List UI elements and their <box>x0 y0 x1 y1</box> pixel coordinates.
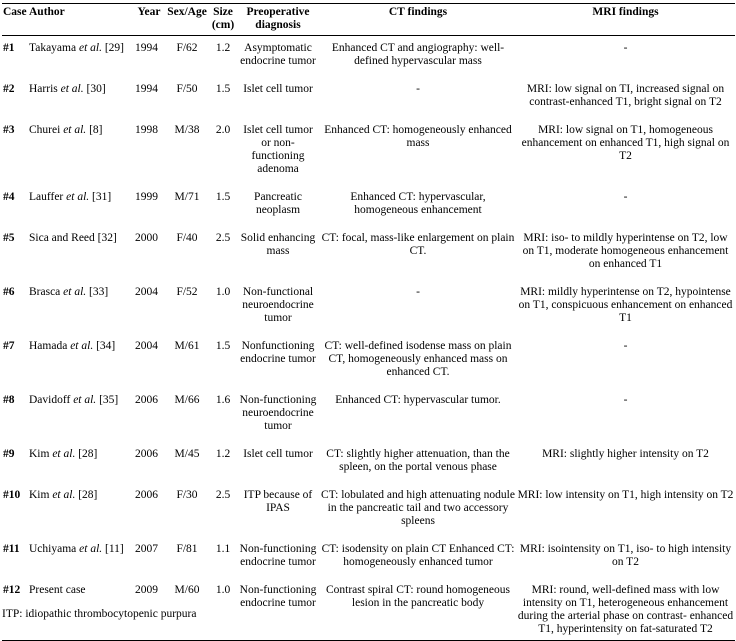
author-reference: [30] <box>83 83 106 95</box>
author-etal: et al. <box>63 191 90 203</box>
mri-findings-cell: MRI: slightly higher intensity on T2 <box>542 448 709 460</box>
author-name: Sica and Reed <box>29 232 95 244</box>
author-reference: [32] <box>94 232 117 244</box>
diagnosis-cell: Asymptomatic endocrine tumor <box>240 42 316 67</box>
year-cell: 2006 <box>135 448 158 460</box>
table-header <box>2 4 735 36</box>
author-reference: [29] <box>101 42 125 54</box>
diagnosis-cell: Non-functioning endocrine tumor <box>239 543 317 568</box>
diagnosis-cell: Solid enhancing mass <box>240 232 316 257</box>
table-row <box>2 537 735 578</box>
ct-findings-cell: CT: slightly higher attenuation, than the spleen, on the portal venous phase <box>326 448 510 473</box>
ct-findings-cell: CT: focal, mass-like enlargement on plain CT. <box>321 232 515 257</box>
ct-findings-cell: CT: isodensity on plain CT Enhanced CT: homogeneously enhanced tumor <box>321 543 515 568</box>
author-cell <box>28 280 134 334</box>
sex-age-cell: M/45 <box>174 448 200 460</box>
mri-findings-cell: MRI: iso- to mildly hyperintense on T2, low on T1, moderate homogeneous enhancement on enhanced T1 <box>522 232 729 270</box>
mri-findings-cell: MRI: mildly hyperintense on T2, hypointense on T1, conspicuous enhancement on enhanced T1 <box>518 286 733 324</box>
size-cell: 1.2 <box>215 42 231 54</box>
ct-findings-cell: CT: lobulated and high attenuating nodule in the pancreatic tail and two accessory spleens <box>321 489 515 527</box>
author-name: Uchiyama <box>29 543 77 555</box>
table-row <box>2 280 735 334</box>
sex-age-cell: F/52 <box>176 286 198 298</box>
case-number: #1 <box>3 42 15 54</box>
case-number: #9 <box>3 448 15 460</box>
sex-age-cell: F/40 <box>176 232 198 244</box>
author-reference: [34] <box>93 340 116 352</box>
table-row <box>2 388 735 442</box>
header-row <box>2 4 735 36</box>
sex-age-cell: M/66 <box>174 394 200 406</box>
year-cell: 2004 <box>135 286 158 298</box>
diagnosis-cell: Non-functioning endocrine tumor <box>236 578 320 641</box>
col-header-case: Case <box>2 4 28 36</box>
case-table <box>2 3 735 641</box>
ct-findings-cell: - <box>416 83 420 95</box>
author-name: Present case <box>29 584 86 596</box>
author-reference: [11] <box>102 543 124 555</box>
author-name: Davidoff <box>29 394 71 406</box>
year-cell: 2004 <box>135 340 158 352</box>
author-etal: et al. <box>76 42 102 54</box>
sex-age-cell: F/50 <box>176 83 198 95</box>
author-etal: et al. <box>76 543 103 555</box>
table-row <box>2 118 735 185</box>
author-cell <box>28 442 134 483</box>
col-header-mri: MRI findings <box>516 4 735 36</box>
ct-findings-cell: Enhanced CT and angiography: well-defined hypervascular mass <box>331 42 505 67</box>
author-name: Takayama <box>29 42 77 54</box>
case-number: #7 <box>3 340 15 352</box>
case-number: #6 <box>3 286 15 298</box>
table-row <box>2 36 735 78</box>
author-reference: [28] <box>75 489 98 501</box>
author-cell <box>28 334 134 388</box>
author-cell <box>28 537 134 578</box>
mri-findings-cell: - <box>623 191 628 203</box>
author-reference: [28] <box>75 448 98 460</box>
author-etal: et al. <box>60 286 87 298</box>
case-number: #8 <box>3 394 15 406</box>
ct-findings-cell: CT: well-defined isodense mass on plain CT, homogeneously enhanced mass on enhanced CT. <box>324 340 512 378</box>
author-cell <box>28 118 134 185</box>
ct-findings-cell: - <box>416 286 420 298</box>
ct-findings-cell: Enhanced CT: hypervascular tumor. <box>335 394 501 406</box>
table-row <box>2 226 735 280</box>
author-name: Lauffer <box>29 191 64 203</box>
author-etal: et al. <box>60 124 87 136</box>
mri-findings-cell: MRI: low signal on T1, homogeneous enhancement on enhanced T1, high signal on T2 <box>521 124 730 162</box>
col-header-ct: CT findings <box>320 4 516 36</box>
year-cell: 1994 <box>135 83 158 95</box>
size-cell: 1.0 <box>215 286 231 298</box>
author-etal: et al. <box>57 83 84 95</box>
mri-findings-cell: - <box>623 394 628 406</box>
mri-findings-cell: MRI: low intensity on T1, high intensity on T2 <box>517 489 734 501</box>
size-cell: 1.5 <box>215 191 231 203</box>
table-row <box>2 442 735 483</box>
author-reference: [35] <box>96 394 119 406</box>
sex-age-cell: F/81 <box>176 543 198 555</box>
col-header-sex-age: Sex/Age <box>164 4 210 36</box>
sex-age-cell: F/62 <box>176 42 198 54</box>
table-row <box>2 334 735 388</box>
sex-age-cell: M/38 <box>174 124 200 136</box>
year-cell: 2007 <box>135 543 158 555</box>
ct-findings-cell: Contrast spiral CT: round homogeneous lesion in the pancreatic body <box>320 578 516 641</box>
mri-findings-cell: MRI: round, well-defined mass with low intensity on T1, heterogeneous enhancement during the arterial phase on contrast- enhanced T1, hyperintensity on fat-saturated T2 <box>516 578 735 641</box>
case-number: #5 <box>3 232 15 244</box>
year-cell: 1994 <box>135 42 158 54</box>
author-cell <box>28 226 134 280</box>
author-name: Brasca <box>29 286 61 298</box>
size-cell: 1.5 <box>215 83 231 95</box>
case-number: #12 <box>2 578 28 641</box>
size-cell: 2.5 <box>215 232 231 244</box>
year-cell: 2006 <box>135 489 158 501</box>
size-cell: 2.5 <box>215 489 231 501</box>
author-name: Hamada <box>29 340 68 352</box>
diagnosis-cell: Non-functional neuroendocrine tumor <box>242 286 314 324</box>
author-reference: [31] <box>89 191 112 203</box>
year-cell: 2006 <box>135 394 158 406</box>
table-row <box>2 77 735 118</box>
sex-age-cell: M/60 <box>164 578 210 641</box>
sex-age-cell: M/61 <box>174 340 200 352</box>
table-footnote: ITP: idiopathic thrombocytopenic purpura <box>2 608 197 620</box>
diagnosis-cell: Nonfunctioning endocrine tumor <box>240 340 316 365</box>
size-cell: 2.0 <box>215 124 231 136</box>
col-header-year: Year <box>134 4 164 36</box>
sex-age-cell: M/71 <box>174 191 200 203</box>
mri-findings-cell: - <box>623 42 628 54</box>
author-etal: et al. <box>49 448 76 460</box>
ct-findings-cell: Enhanced CT: homogeneously enhanced mass <box>324 124 512 149</box>
author-etal: et al. <box>49 489 76 501</box>
author-cell <box>28 388 134 442</box>
case-number: #11 <box>3 543 20 555</box>
author-cell <box>28 483 134 537</box>
col-header-author: Author <box>28 4 134 36</box>
diagnosis-cell: Non-functioning neuroendocrine tumor <box>239 394 317 432</box>
year-cell: 1998 <box>135 124 158 136</box>
size-cell: 1.1 <box>215 543 231 555</box>
mri-findings-cell: MRI: low signal on TI, increased signal on contrast-enhanced T1, bright signal on T2 <box>526 83 725 108</box>
mri-findings-cell: - <box>623 340 628 352</box>
case-number: #3 <box>3 124 15 136</box>
size-cell: 1.5 <box>215 340 231 352</box>
col-header-diagnosis: Preoperative diagnosis <box>236 4 320 36</box>
author-name: Kim <box>29 489 50 501</box>
author-reference: [33] <box>86 286 109 298</box>
mri-findings-cell: MRI: isointensity on T1, iso- to high intensity on T2 <box>519 543 732 568</box>
year-cell: 2000 <box>135 232 158 244</box>
author-name: Kim <box>29 448 50 460</box>
size-cell: 1.6 <box>215 394 231 406</box>
author-cell <box>28 185 134 226</box>
table-row <box>2 483 735 537</box>
diagnosis-cell: Pancreatic neoplasm <box>254 191 302 216</box>
case-number: #4 <box>3 191 15 203</box>
case-number: #10 <box>3 489 21 501</box>
table-row <box>2 185 735 226</box>
year-cell: 1999 <box>135 191 158 203</box>
author-etal: et al. <box>70 394 97 406</box>
author-name: Harris <box>29 83 58 95</box>
diagnosis-cell: ITP because of IPAS <box>243 489 313 514</box>
size-cell: 1.2 <box>215 448 231 460</box>
author-cell <box>28 77 134 118</box>
author-reference: [8] <box>86 124 103 136</box>
diagnosis-cell: Islet cell tumor or non-functioning adenoma <box>243 124 313 175</box>
diagnosis-cell: Islet cell tumor <box>243 83 313 95</box>
col-header-size: Size (cm) <box>210 4 236 36</box>
table-body <box>2 36 735 641</box>
sex-age-cell: F/30 <box>176 489 198 501</box>
diagnosis-cell: Islet cell tumor <box>243 448 313 460</box>
year-cell: 2009 <box>134 578 164 641</box>
author-etal: et al. <box>67 340 94 352</box>
clipped-caption-line <box>0 0 736 2</box>
size-cell: 1.0 <box>210 578 236 641</box>
author-name: Churei <box>29 124 61 136</box>
ct-findings-cell: Enhanced CT: hypervascular, homogeneous enhancement <box>350 191 486 216</box>
author-cell <box>28 36 134 78</box>
case-number: #2 <box>3 83 15 95</box>
